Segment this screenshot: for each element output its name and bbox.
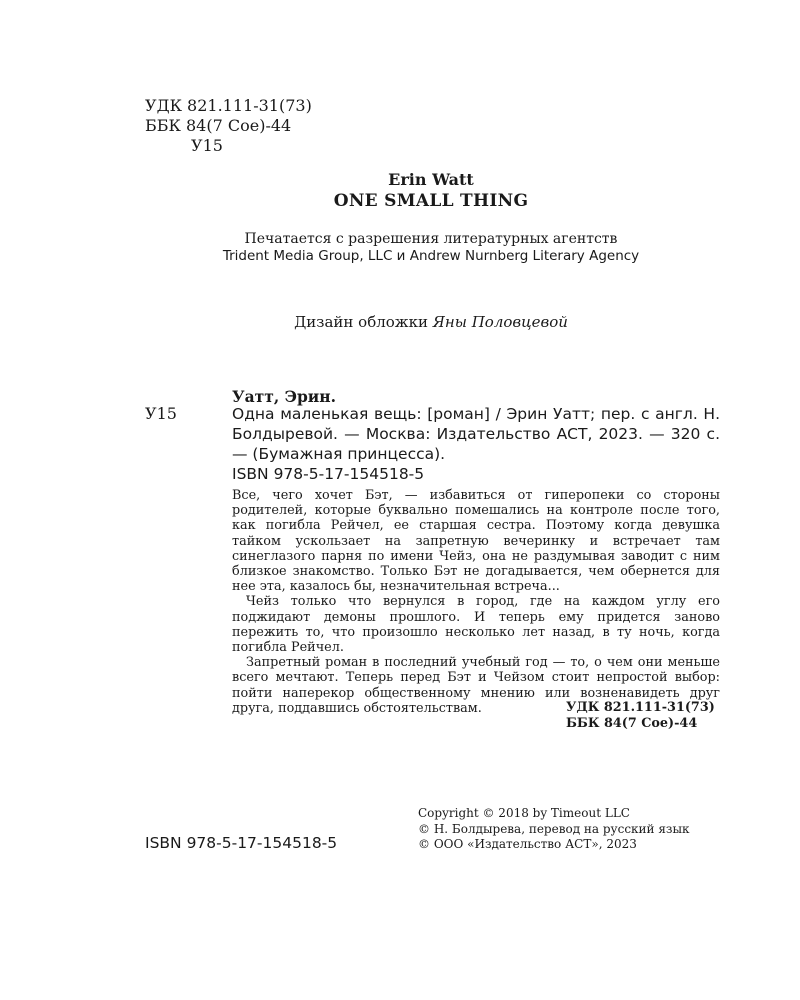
udk-code: УДК 821.111-31(73) [145,96,312,115]
copyright-line-2: © Н. Болдырева, перевод на русский язык [418,821,690,836]
catalog-code: У15 [145,404,177,423]
copyright-block [418,806,690,853]
bottom-isbn: ISBN 978-5-17-154518-5 [145,834,338,852]
annotation-paragraph-3: Запретный роман в последний учебный год — то, о чем они меньше всего мечтают. Теперь перед Бэт и Чейзом стоит непростой выбор: пойти наперекор общественному мнению или возненавидеть друг друга, поддавшись обстоятельствам. [232,655,720,716]
catalog-author: Уатт, Эрин. [232,387,337,406]
original-author: Erin Watt [388,170,474,189]
annotation [232,488,720,716]
rights-notice [0,231,800,265]
bottom-classification [566,700,715,732]
annotation-paragraph-2: Чейз только что вернулся в город, где на каждом углу его поджидают демоны прошлого. И теперь ему придется заново пережить то, что произошло несколько лет назад, в ту ночь, когда погибла Рейчел. [232,594,720,656]
bottom-bbk: ББК 84(7 Сое)-44 [566,716,698,731]
original-title: ONE SMALL THING [333,191,529,211]
catalog-isbn: ISBN 978-5-17-154518-5 [232,465,425,483]
author-sign: У15 [191,136,223,155]
cover-design-credit [0,313,800,331]
rights-line-2: Trident Media Group, LLC и Andrew Nurnberg Literary Agency [222,248,640,264]
classification-block [145,96,312,156]
rights-line-1: Печатается с разрешения литературных агентств [244,231,618,247]
bottom-udk: УДК 821.111-31(73) [566,700,715,715]
bbk-code: ББК 84(7 Сое)-44 [145,116,292,135]
cover-label: Дизайн обложки [294,313,433,331]
copyright-line-1: Copyright © 2018 by Timeout LLC [418,806,630,820]
copyright-line-3: © ООО «Издательство АСТ», 2023 [418,837,637,851]
annotation-paragraph-1: Все, чего хочет Бэт, — избавиться от гиперопеки со стороны родителей, которые буквально помешались на контроле после того, как погибла Рейчел, ее старшая сестра. Поэтому когда девушка тайком ускользает на запретную вечеринку и встречает там синеглазого парня по имени Чейз, она не раздумывая заводит с ним близкое знакомство. Только Бэт не догадывается, чем обернется для нее эта, казалось бы, незначительная встреча... [232,488,720,595]
cover-designer: Яны Половцевой [432,313,568,331]
catalog-description: Одна маленькая вещь: [роман] / Эрин Уатт; пер. с англ. Н. Болдыревой. — Москва: Издательство АСТ, 2023. — 320 с. — (Бумажная принцесса). [232,405,720,463]
